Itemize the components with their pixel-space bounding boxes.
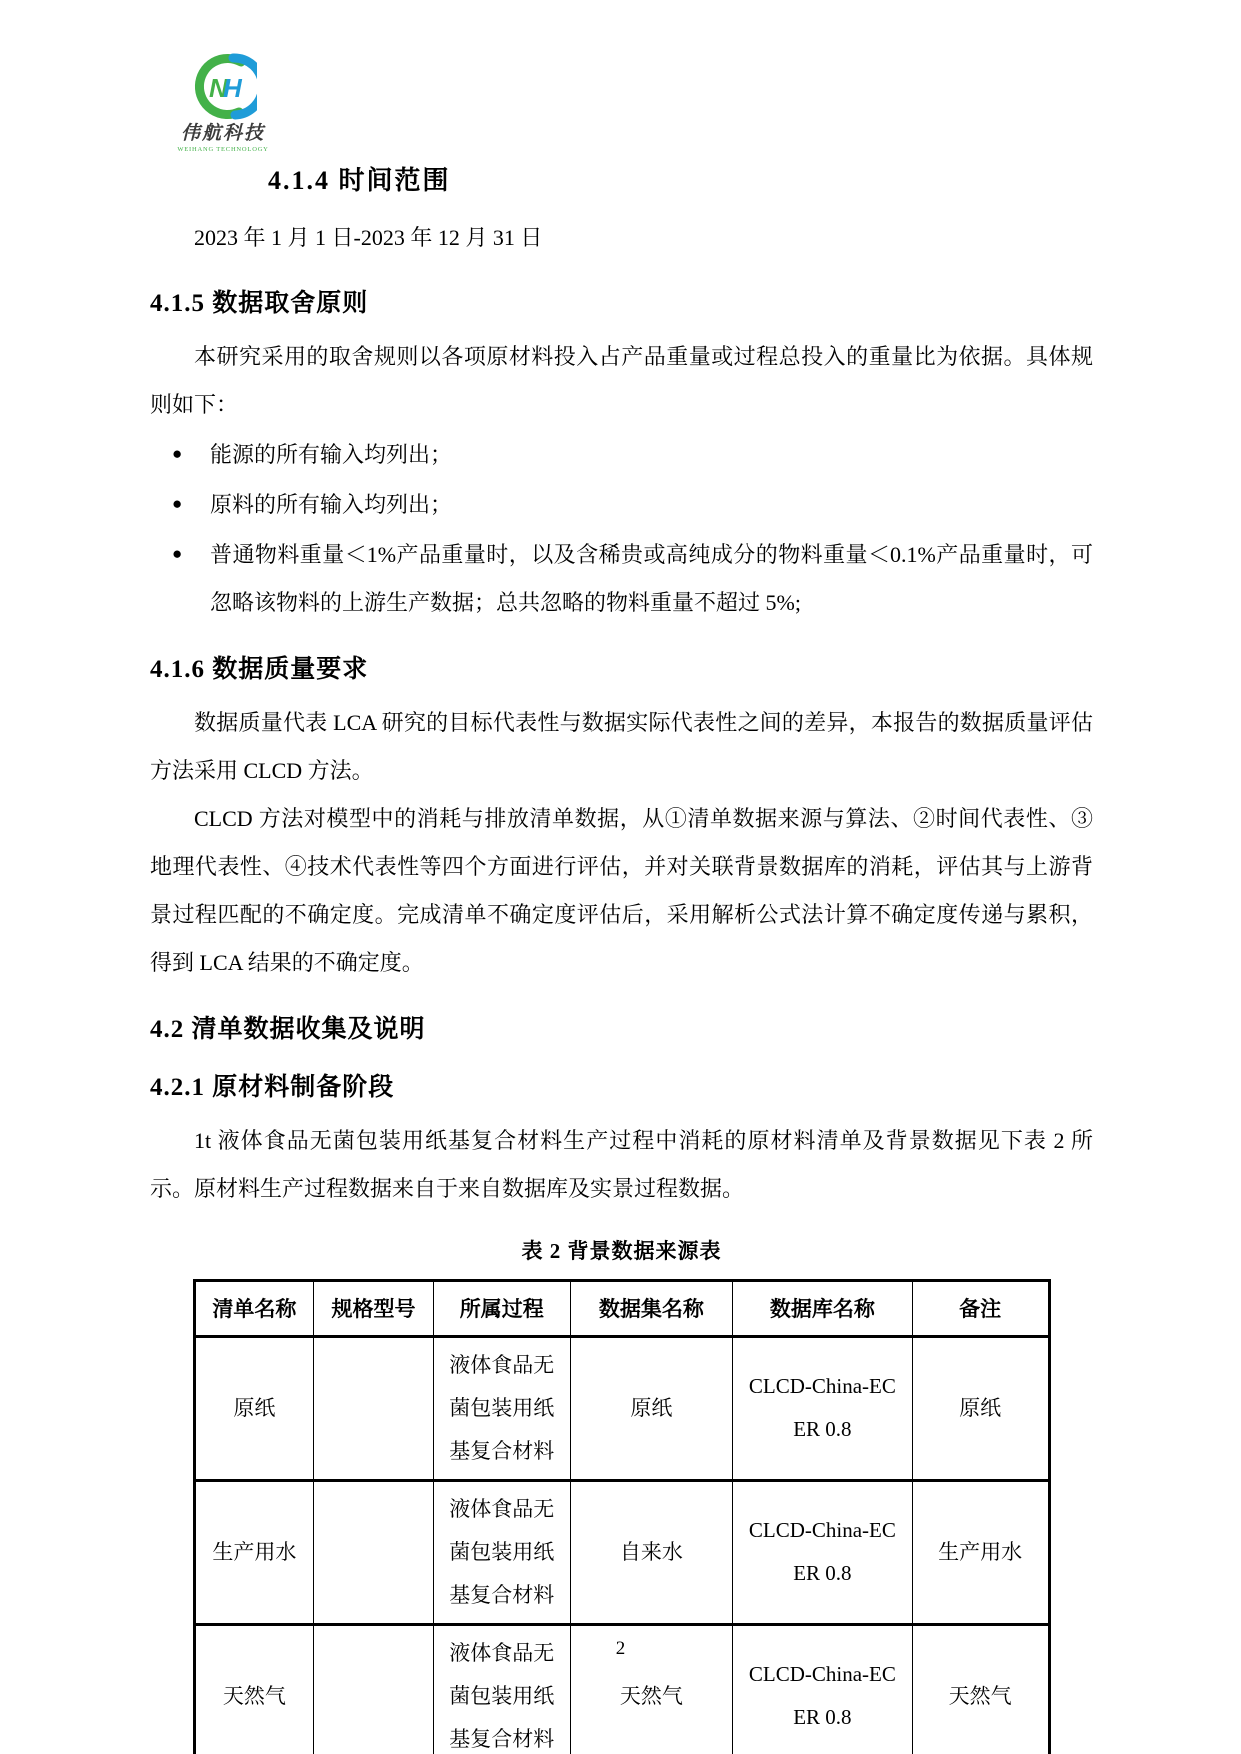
heading-4-2: 4.2 清单数据收集及说明 (150, 1015, 426, 1043)
cell-dataset-name: 自来水 (570, 1480, 732, 1624)
bullet-item-raw-material (150, 481, 1093, 529)
bullet-text: 普通物料重量＜1%产品重量时，以及含稀贵或高纯成分的物料重量＜0.1%产品重量时，可忽略该物料的上游生产数据；总共忽略的物料重量不超过 5%; (210, 541, 1093, 615)
company-name-chinese: 伟航科技 (180, 123, 265, 144)
date-range-text: 2023 年 1 月 1 日-2023 年 12 月 31 日 (194, 224, 543, 250)
column-header-spec-model: 规格型号 (314, 1280, 434, 1336)
column-header-remark: 备注 (912, 1280, 1049, 1336)
cell-database-name: CLCD-China-ECER 0.8 (733, 1336, 913, 1480)
background-data-source-table (193, 1279, 1051, 1754)
bullet-text: 原料的所有输入均列出； (210, 492, 453, 518)
company-logo-icon (189, 52, 257, 124)
page-number: 2 (615, 1638, 626, 1659)
heading-4-1-6: 4.1.6 数据质量要求 (150, 655, 369, 683)
cell-spec-model (314, 1480, 434, 1624)
table-row (194, 1480, 1049, 1624)
cell-spec-model (314, 1336, 434, 1480)
company-logo (164, 52, 282, 154)
heading-4-1-5: 4.1.5 数据取舍原则 (150, 290, 369, 318)
bullet-item-energy (150, 431, 1093, 479)
cell-dataset-name: 天然气 (570, 1624, 732, 1754)
svg-text:H: H (223, 73, 242, 103)
cell-remark: 生产用水 (912, 1480, 1049, 1624)
bullet-icon: ● (172, 543, 183, 563)
cell-remark: 原纸 (912, 1336, 1049, 1480)
cell-database-name: CLCD-China-ECER 0.8 (733, 1480, 913, 1624)
bullet-icon: ● (172, 494, 183, 514)
paragraph-cutoff-rule: 本研究采用的取舍规则以各项原材料投入占产品重量或过程总投入的重量比为依据。具体规则如下： (150, 344, 1093, 418)
paragraph-data-quality: 数据质量代表 LCA 研究的目标代表性与数据实际代表性之间的差异，本报告的数据质量评估方法采用 CLCD 方法。 (150, 709, 1093, 783)
cell-process: 液体食品无菌包装用纸基复合材料 (433, 1336, 570, 1480)
paragraph-raw-material-stage: 1t 液体食品无菌包装用纸基复合材料生产过程中消耗的原材料清单及背景数据见下表 2 所示。原材料生产过程数据来自于来自数据库及实景过程数据。 (150, 1127, 1093, 1201)
company-name-english: WEIHANG TECHNOLOGY (177, 145, 269, 153)
bullet-text: 能源的所有输入均列出； (210, 442, 453, 468)
column-header-dataset-name: 数据集名称 (570, 1280, 732, 1336)
table-header-row (194, 1280, 1049, 1336)
table-caption: 表 2 背景数据来源表 (521, 1238, 722, 1263)
bullet-icon: ● (172, 444, 183, 464)
paragraph-clcd-method: CLCD 方法对模型中的消耗与排放清单数据，从①清单数据来源与算法、②时间代表性、③地理代表性、④技术代表性等四个方面进行评估，并对关联背景数据库的消耗，评估其与上游背景过程匹配的不确定度。完成清单不确定度评估后，采用解析公式法计算不确定度传递与累积，得到 LCA 结果的不确定度。 (150, 805, 1093, 975)
cell-inventory-name: 天然气 (194, 1624, 314, 1754)
cell-remark: 天然气 (912, 1624, 1049, 1754)
column-header-inventory-name: 清单名称 (194, 1280, 314, 1336)
column-header-database-name: 数据库名称 (733, 1280, 913, 1336)
cell-inventory-name: 生产用水 (194, 1480, 314, 1624)
bullet-item-threshold (150, 531, 1093, 627)
cell-process: 液体食品无菌包装用纸基复合材料 (433, 1624, 570, 1754)
cell-inventory-name: 原纸 (194, 1336, 314, 1480)
heading-4-2-1: 4.2.1 原材料制备阶段 (150, 1073, 395, 1101)
cell-dataset-name: 原纸 (570, 1336, 732, 1480)
column-header-process: 所属过程 (433, 1280, 570, 1336)
cell-database-name: CLCD-China-ECER 0.8 (733, 1624, 913, 1754)
heading-4-1-4: 4.1.4 时间范围 (268, 165, 451, 195)
svg-text:N: N (209, 73, 228, 103)
table-row (194, 1336, 1049, 1480)
page-content (150, 52, 1093, 1754)
cell-process: 液体食品无菌包装用纸基复合材料 (433, 1480, 570, 1624)
